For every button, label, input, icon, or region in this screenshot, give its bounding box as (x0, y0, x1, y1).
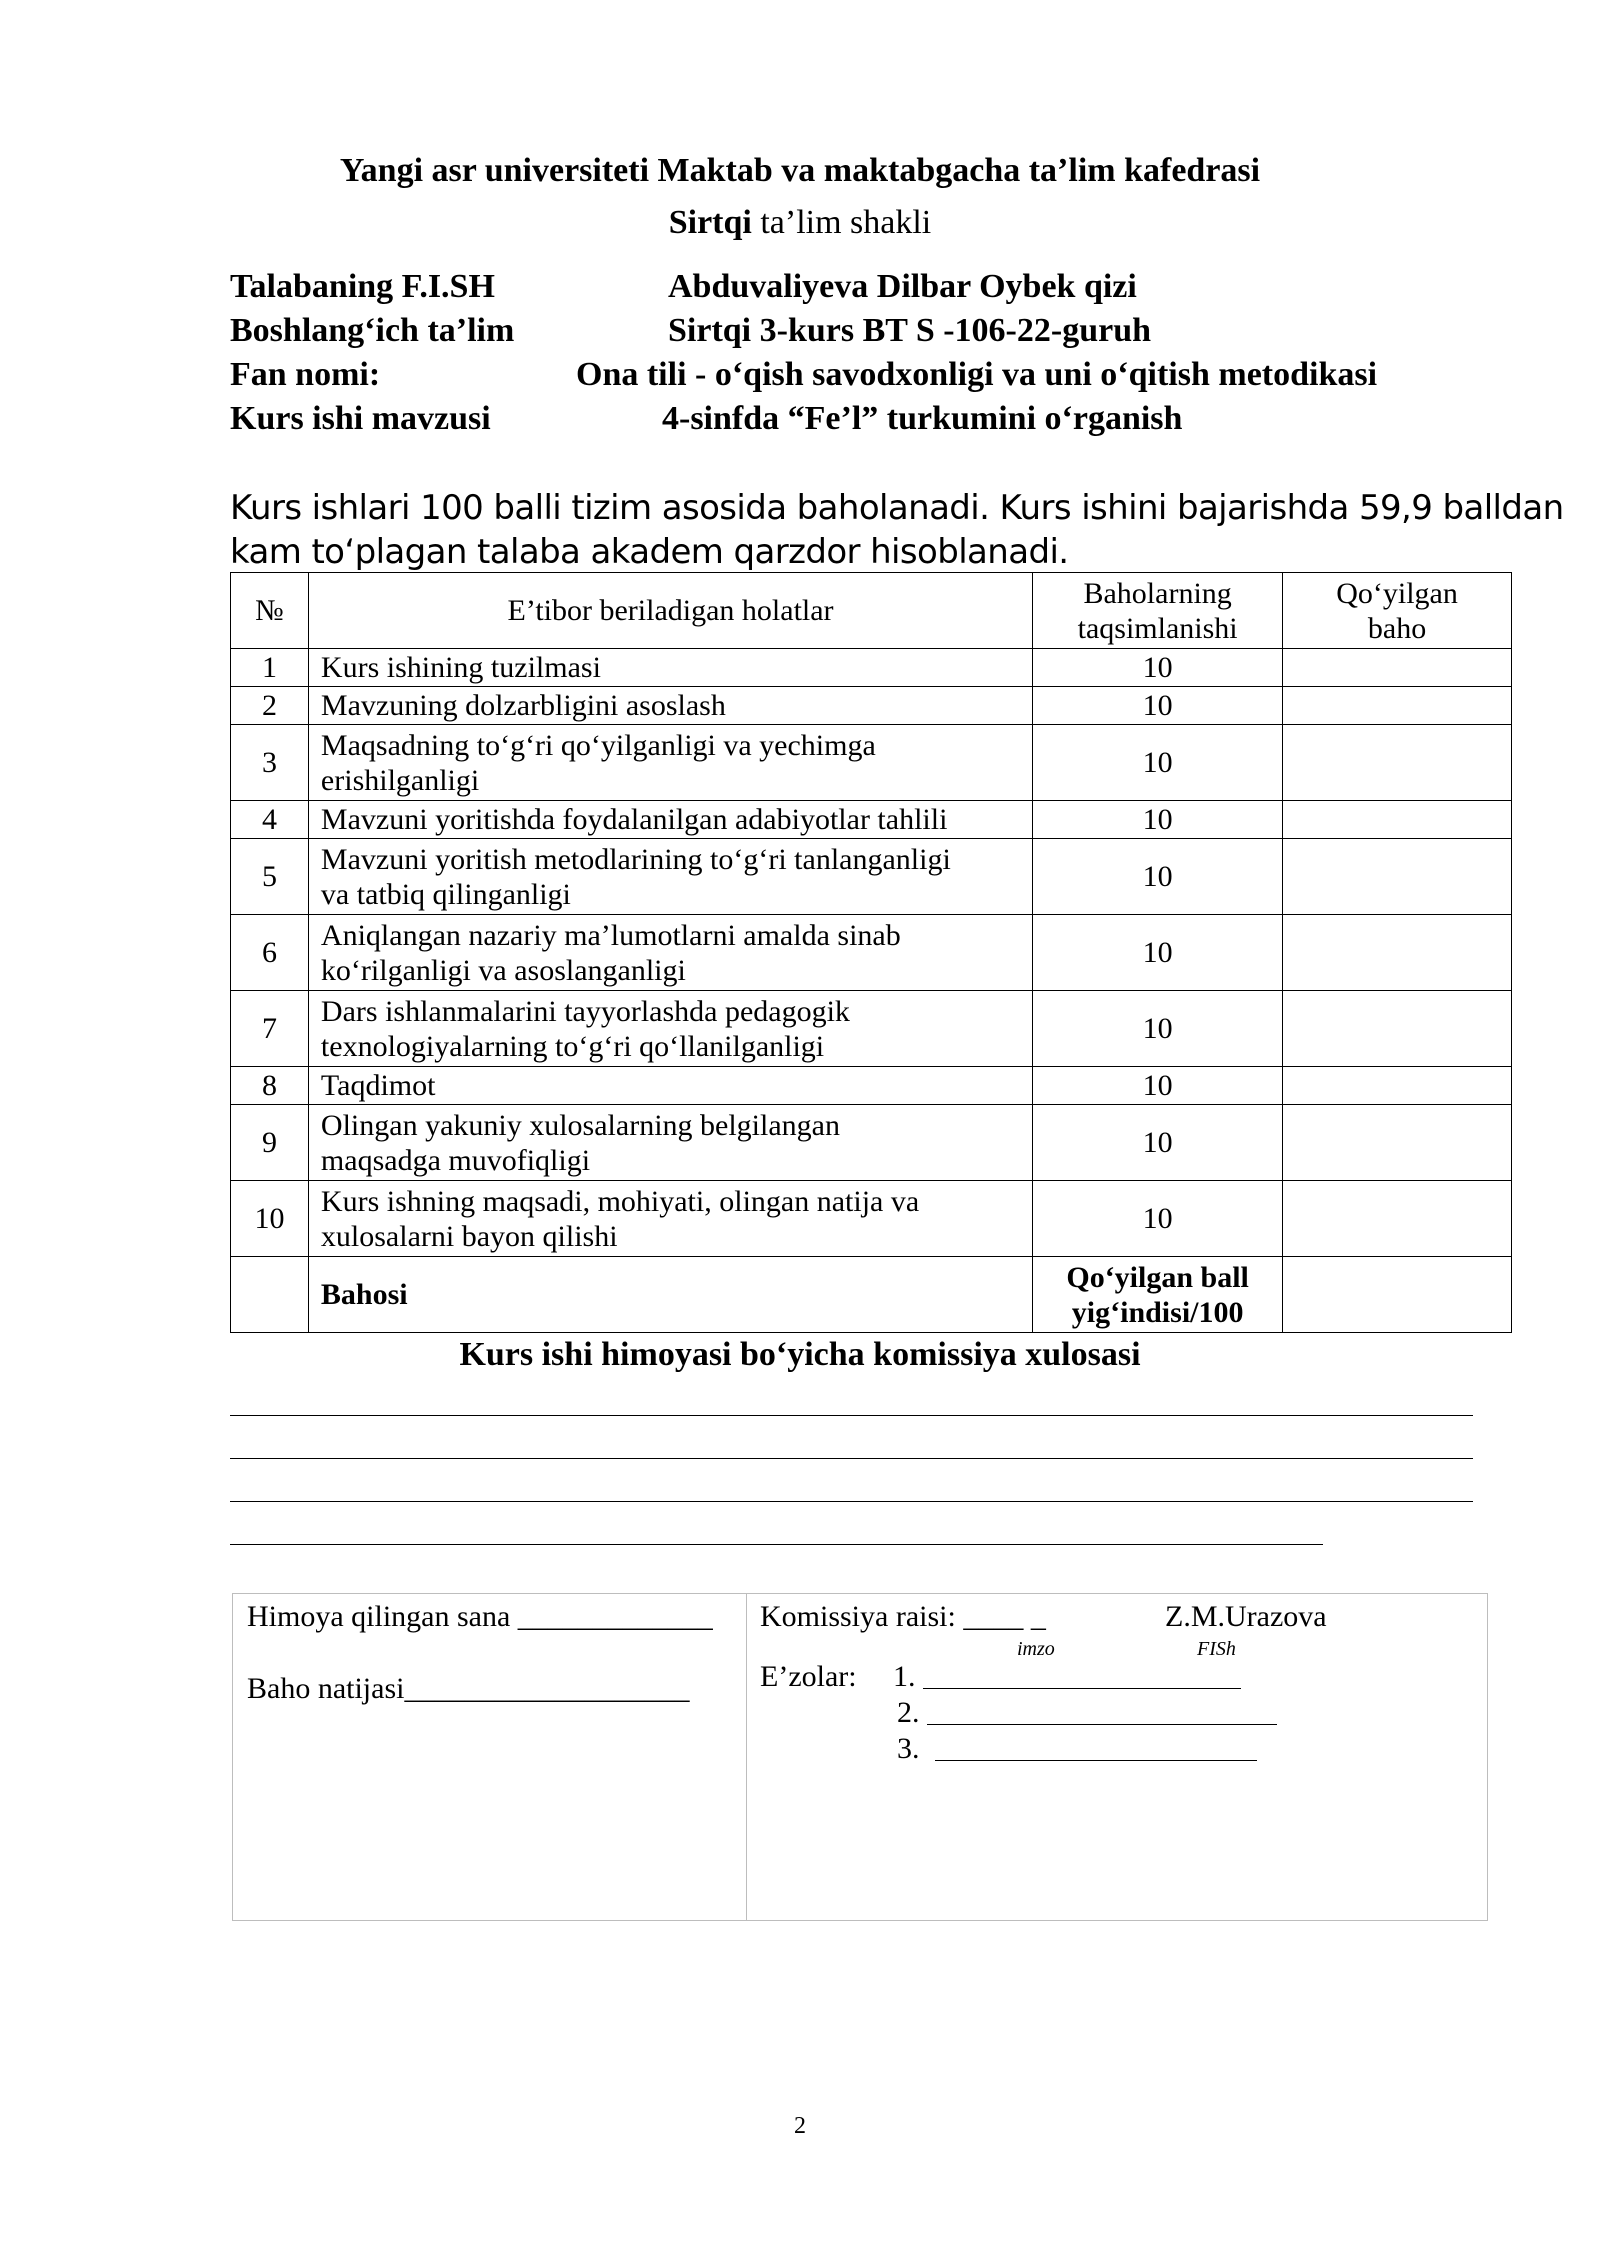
row-criteria-line-1: Mavzuni yoritish metodlarining to‘g‘ri tanlanganligi (320, 842, 951, 876)
commission-title: Kurs ishi himoyasi bo‘yicha komissiya xulosasi (459, 1336, 1141, 1373)
commission-chair-field[interactable] (760, 1600, 1046, 1634)
info-value-student: Abduvaliyeva Dilbar Oybek qizi (668, 268, 1137, 305)
signature-box (232, 1593, 1488, 1921)
member-1-number: 1. (893, 1660, 916, 1693)
row-given-grade-cell (1283, 649, 1512, 687)
row-criteria (308, 915, 1032, 991)
grading-note-line-1: Kurs ishlari 100 balli tizim asosida baholanadi. Kurs ishini bajarishda 59,9 balldan (230, 488, 1564, 528)
row-criteria: Taqdimot (308, 1067, 1032, 1105)
footer-sum-line-2: yig‘indisi/100 (1071, 1295, 1244, 1329)
table-header-row (231, 573, 1512, 649)
row-criteria-line-1: Kurs ishning maqsadi, mohiyati, olingan natija va (320, 1184, 920, 1218)
row-criteria (308, 1105, 1032, 1181)
defense-date-label: Himoya qilingan sana (247, 1600, 511, 1633)
table-row (231, 839, 1512, 915)
info-label-student: Talabaning F.I.SH (230, 268, 495, 305)
row-criteria-line-1: Aniqlangan nazariy ma’lumotlarni amalda sinab (320, 918, 901, 952)
footer-sum (1033, 1257, 1283, 1333)
row-given-grade-cell (1283, 1067, 1512, 1105)
footer-sum-line-1: Qo‘yilgan ball (1066, 1260, 1249, 1294)
row-points: 10 (1033, 1181, 1283, 1257)
row-number: 5 (231, 839, 309, 915)
members-label: E’zolar: (760, 1660, 857, 1693)
row-given-grade-cell (1283, 915, 1512, 991)
row-criteria-line-2: texnologiyalarning to‘g‘ri qo‘llanilganligi (320, 1029, 825, 1063)
row-points: 10 (1033, 725, 1283, 801)
header-given-grade (1283, 573, 1512, 649)
row-points: 10 (1033, 839, 1283, 915)
member-3-number: 3. (897, 1732, 920, 1765)
row-number: 2 (231, 687, 309, 725)
header-number: № (231, 573, 309, 649)
row-number: 6 (231, 915, 309, 991)
grading-table (230, 572, 1512, 1333)
header-distribution-line-2: taqsimlanishi (1077, 611, 1238, 645)
grade-result-label: Baho natijasi (247, 1672, 405, 1705)
fish-caption: FISh (1197, 1638, 1236, 1660)
conclusion-line-3[interactable] (230, 1501, 1473, 1502)
table-row (231, 725, 1512, 801)
grade-result-field[interactable] (247, 1672, 689, 1706)
row-criteria-line-2: ko‘rilganligi va asoslanganligi (320, 953, 686, 987)
row-number: 7 (231, 991, 309, 1067)
info-value-subject: Ona tili - o‘qish savodxonligi va uni o‘qitish metodikasi (576, 356, 1378, 393)
info-label-topic: Kurs ishi mavzusi (230, 400, 491, 437)
row-number: 9 (231, 1105, 309, 1181)
row-given-grade-cell (1283, 1105, 1512, 1181)
table-row (231, 915, 1512, 991)
row-points: 10 (1033, 801, 1283, 839)
grade-result-blank: ___________________ (404, 1672, 690, 1705)
footer-given-total-cell (1283, 1257, 1512, 1333)
row-criteria-line-2: va tatbiq qilinganligi (320, 877, 571, 911)
header-criteria: E’tibor beriladigan holatlar (308, 573, 1032, 649)
study-form-rest: ta’lim shakli (751, 204, 932, 241)
row-given-grade-cell (1283, 991, 1512, 1067)
row-points: 10 (1033, 915, 1283, 991)
table-row (231, 687, 1512, 725)
row-given-grade-cell (1283, 1181, 1512, 1257)
chair-sign-blank: ____ _ (963, 1600, 1046, 1633)
row-criteria-line-1: Dars ishlanmalarini tayyorlashda pedagogik (320, 994, 850, 1028)
row-criteria: Mavzuni yoritishda foydalanilgan adabiyotlar tahlili (308, 801, 1032, 839)
table-row (231, 649, 1512, 687)
row-criteria: Mavzuning dolzarbligini asoslash (308, 687, 1032, 725)
row-number: 10 (231, 1181, 309, 1257)
row-criteria-line-2: erishilganligi (320, 763, 480, 797)
row-criteria: Kurs ishining tuzilmasi (308, 649, 1032, 687)
member-2-number: 2. (897, 1696, 920, 1729)
defense-date-blank: _____________ (517, 1600, 713, 1633)
table-row (231, 1105, 1512, 1181)
conclusion-line-1[interactable] (230, 1415, 1473, 1416)
table-row (231, 991, 1512, 1067)
info-label-program: Boshlang‘ich ta’lim (230, 312, 515, 349)
row-criteria (308, 725, 1032, 801)
row-number: 8 (231, 1067, 309, 1105)
signature-box-divider (746, 1594, 747, 1920)
info-label-subject: Fan nomi: (230, 356, 381, 393)
row-points: 10 (1033, 1067, 1283, 1105)
row-criteria (308, 839, 1032, 915)
row-criteria (308, 1181, 1032, 1257)
defense-date-field[interactable] (247, 1600, 713, 1634)
header-distribution (1033, 573, 1283, 649)
row-points: 10 (1033, 649, 1283, 687)
header-given-line-1: Qo‘yilgan (1336, 576, 1458, 610)
row-given-grade-cell (1283, 687, 1512, 725)
row-criteria-line-1: Maqsadning to‘g‘ri qo‘yilganligi va yechimga (320, 728, 876, 762)
row-criteria (308, 991, 1032, 1067)
row-given-grade-cell (1283, 839, 1512, 915)
study-form-bold: Sirtqi (668, 204, 752, 241)
table-footer-row (231, 1257, 1512, 1333)
row-given-grade-cell (1283, 725, 1512, 801)
member-1-line[interactable] (923, 1688, 1241, 1689)
row-given-grade-cell (1283, 801, 1512, 839)
signature-caption: imzo (1017, 1638, 1055, 1660)
footer-empty-cell (231, 1257, 309, 1333)
conclusion-line-4[interactable] (230, 1544, 1323, 1545)
chair-name: Z.M.Urazova (1165, 1600, 1327, 1633)
row-criteria-line-2: maqsadga muvofiqligi (320, 1143, 591, 1177)
footer-label: Bahosi (308, 1257, 1032, 1333)
row-number: 3 (231, 725, 309, 801)
university-department-heading: Yangi asr universiteti Maktab va maktabgacha ta’lim kafedrasi (339, 152, 1261, 189)
header-distribution-line-1: Baholarning (1083, 576, 1232, 610)
row-criteria-line-2: xulosalarni bayon qilishi (320, 1219, 618, 1253)
member-3-line[interactable] (935, 1760, 1257, 1761)
row-number: 4 (231, 801, 309, 839)
row-criteria-line-1: Olingan yakuniy xulosalarning belgilangan (320, 1108, 840, 1142)
header-given-line-2: baho (1367, 611, 1427, 645)
page-number: 2 (794, 2113, 806, 2139)
table-row (231, 1067, 1512, 1105)
conclusion-line-2[interactable] (230, 1458, 1473, 1459)
study-form-heading (0, 204, 1600, 242)
table-row (231, 801, 1512, 839)
row-number: 1 (231, 649, 309, 687)
row-points: 10 (1033, 991, 1283, 1067)
table-row (231, 1181, 1512, 1257)
member-2-line[interactable] (927, 1724, 1277, 1725)
info-value-topic: 4-sinfda “Fe’l” turkumini o‘rganish (662, 400, 1183, 437)
grading-note-line-2: kam to‘plagan talaba akadem qarzdor hisoblanadi. (230, 532, 1069, 572)
row-points: 10 (1033, 687, 1283, 725)
row-points: 10 (1033, 1105, 1283, 1181)
info-value-program: Sirtqi 3-kurs BT S -106-22-guruh (668, 312, 1152, 349)
chair-label: Komissiya raisi: (760, 1600, 956, 1633)
